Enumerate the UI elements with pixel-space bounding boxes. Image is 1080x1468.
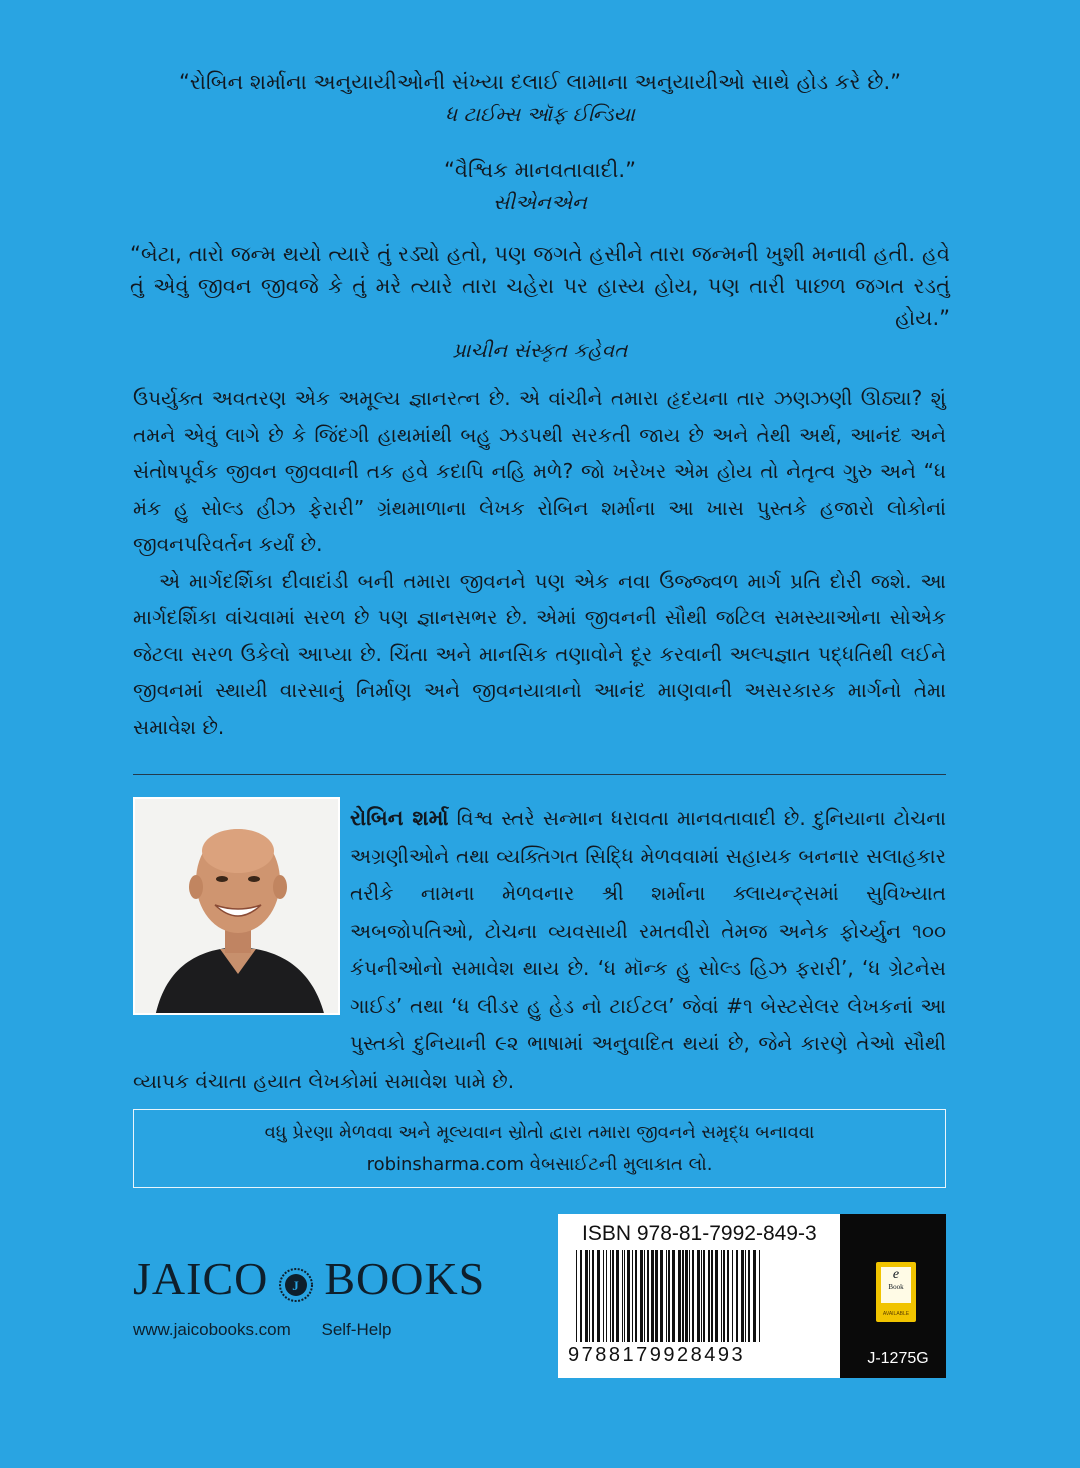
barcode-bar	[753, 1250, 756, 1342]
barcode-bar	[627, 1250, 630, 1342]
isbn-number: ISBN 978-81-7992-849-3	[582, 1222, 817, 1245]
barcode-bar	[685, 1250, 688, 1342]
quote-sanskrit-proverb	[0, 238, 1080, 366]
sun-seal-icon	[278, 1261, 314, 1297]
barcode-bar	[603, 1250, 604, 1342]
quote-attribution: પ્રાચીન સંસ્કૃત કહેવત	[452, 338, 628, 362]
barcode-bar	[651, 1250, 654, 1342]
book-description	[133, 380, 946, 745]
barcode-bar	[640, 1250, 643, 1342]
barcode-bar	[622, 1250, 623, 1342]
photo-spacer	[133, 800, 350, 1026]
barcode-bar	[711, 1250, 713, 1342]
ebook-available-badge	[876, 1262, 916, 1322]
barcode-bar	[759, 1250, 760, 1342]
author-bio	[133, 800, 946, 1100]
quote-cnn	[0, 154, 1080, 218]
book-category: Self-Help	[321, 1320, 392, 1339]
barcode-bar	[682, 1250, 684, 1342]
barcode-bar	[701, 1250, 702, 1342]
quote-attribution: ધ ટાઈમ્સ ઑફ ઈન્ડિયા	[445, 102, 635, 126]
publisher-logo	[133, 1252, 485, 1305]
barcode-bar	[741, 1250, 744, 1342]
barcode-bar	[703, 1250, 705, 1342]
quote-text: “વૈશ્વિક માનવતાવાદી.”	[444, 158, 636, 182]
promo-line-2: robinsharma.com વેબસાઈટની મુલાકાત લો.	[366, 1154, 713, 1175]
barcode-bar	[612, 1250, 614, 1342]
barcode-bar	[745, 1250, 746, 1342]
barcode-bar	[647, 1250, 649, 1342]
website-promo-box	[133, 1109, 946, 1188]
barcode-bar	[655, 1250, 658, 1342]
barcode-bar	[692, 1250, 694, 1342]
barcode-bar	[732, 1250, 733, 1342]
barcode-bar	[727, 1250, 729, 1342]
barcode-bar	[576, 1250, 577, 1342]
author-bio-text: વિશ્વ સ્તરે સન્માન ધરાવતા માનવતાવાદી છે. દુનિયાના ટોચના અગ્રણીઓને તથા વ્યક્તિગત સિદ્ધિ મેળવવામાં સહાયક બનનાર સલાહકાર તરીકે નામના મેળવનાર શ્રી શર્માના ક્લાયન્ટ્સમાં સુવિખ્યાત અબજોપતિઓ, ટોચના વ્યવસાયી રમતવીરો તેમજ અનેક ફોર્ચ્યુન ૧૦૦ કંપનીઓનો સમાવેશ થાય છે. ‘ધ મૉન્ક હુ સોલ્ડ હિઝ ફરારી’, ‘ધ ગ્રેટનેસ ગાઈડ’ તથા ‘ધ લીડર હુ હેડ નો ટાઈટલ’ જેવાં #૧ બેસ્ટસેલર લેખકનાં આ પુસ્તકો દુનિયાની ૯૨ ભાષામાં અનુવાદિત થયાં છે, જેને કારણે તેઓ સૌથી વ્યાપક વંચાતા હયાત લેખકોમાં સમાવેશ પામે છે.	[133, 806, 947, 1093]
author-name: રોબિન શર્મા	[350, 806, 449, 830]
barcode-bar	[610, 1250, 611, 1342]
barcode-bar	[668, 1250, 670, 1342]
product-code: J-1275G	[867, 1350, 929, 1367]
publisher-website[interactable]: www.jaicobooks.com	[133, 1320, 291, 1339]
publisher-name-right: BOOKS	[324, 1253, 486, 1304]
barcode-bar	[644, 1250, 645, 1342]
quote-times-of-india	[0, 66, 1080, 130]
description-paragraph-2: એ માર્ગદર્શિકા દીવાદાંડી બની તમારા જીવનને પણ એક નવા ઉજ્જ્વળ માર્ગ પ્રતિ દોરી જશે. આ માર્ગદર્શિકા વાંચવામાં સરળ છે પણ જ્ઞાનસભર છે. એમાં જીવનની સૌથી જટિલ સમસ્યાઓના સોએક જેટલા સરળ ઉકેલો આપ્યા છે. ચિંતા અને માનસિક તણાવોને દૂર કરવાની અલ્પજ્ઞાત પદ્ધતિથી લઈને જીવનમાં સ્થાયી વારસાનું નિર્માણ અને જીવનયાત્રાનો આનંદ માણવાની અસરકારક માર્ગનો તેમા સમાવેશ છે.	[133, 568, 946, 739]
barcode-bar	[748, 1250, 750, 1342]
barcode-bar	[585, 1250, 588, 1342]
barcode-bar	[723, 1250, 725, 1342]
ebook-available-label: AVAILABLE	[882, 1311, 910, 1317]
barcode-bar	[632, 1250, 633, 1342]
publisher-meta	[133, 1320, 391, 1340]
quote-attribution: સીએનએન	[493, 190, 587, 214]
ebook-word: Book	[888, 1283, 904, 1291]
barcode-bar	[660, 1250, 663, 1342]
barcode-digits: 9788179928493	[568, 1344, 746, 1366]
barcode-bar	[678, 1250, 681, 1342]
ebook-letter: e	[892, 1267, 900, 1282]
barcode-bar	[624, 1250, 625, 1342]
promo-line-1: વધુ પ્રેરણા મેળવવા અને મૂલ્યવાન સ્રોતો દ્વારા તમારા જીવનને સમૃદ્ધ બનાવવા	[264, 1122, 815, 1143]
section-divider	[133, 774, 946, 775]
publisher-name-left: JAICO	[133, 1253, 269, 1304]
barcode-bar	[616, 1250, 619, 1342]
barcode-bars	[570, 1250, 838, 1346]
quote-text: “બેટા, તારો જન્મ થયો ત્યારે તું રડ્યો હતો, પણ જગતે હસીને તારા જન્મની ખુશી મનાવી હતી. હવે તું એવું જીવન જીવજે કે તું મરે ત્યારે તારા ચહેરા પર હાસ્ય હોય, પણ તારી પાછળ જગત રડતું હોય.”	[130, 242, 950, 330]
quote-text: “રોબિન શર્માના અનુયાયીઓની સંખ્યા દલાઈ લામાના અનુયાયીઓ સાથે હોડ કરે છે.”	[178, 70, 901, 94]
barcode-bar	[672, 1250, 675, 1342]
barcode-bar	[580, 1250, 582, 1342]
isbn-barcode-panel	[558, 1214, 946, 1378]
barcode-bar	[597, 1250, 600, 1342]
barcode-bar	[721, 1250, 722, 1342]
barcode-bar	[635, 1250, 637, 1342]
barcode-bar	[715, 1250, 718, 1342]
barcode-bar	[589, 1250, 590, 1342]
barcode-bar	[708, 1250, 710, 1342]
barcode-bar	[666, 1250, 667, 1342]
barcode-bar	[592, 1250, 594, 1342]
barcode-bar	[697, 1250, 700, 1342]
barcode-bar	[689, 1250, 690, 1342]
barcode-bar	[606, 1250, 607, 1342]
seal-letter: J	[292, 1277, 301, 1293]
description-paragraph-1: ઉપર્યુક્ત અવતરણ એક અમૂલ્ય જ્ઞાનરત્ન છે. એ વાંચીને તમારા હૃદયના તાર ઝણઝણી ઊઠ્યા? શું તમને એવું લાગે છે કે જિંદગી હાથમાંથી બહુ ઝડપથી સરકતી જાય છે અને તેથી અર્થ, આનંદ અને સંતોષપૂર્વક જીવન જીવવાની તક હવે કદાપિ નહિ મળે? જો ખરેખર એમ હોય તો નેતૃત્વ ગુરુ અને “ધ મંક હુ સોલ્ડ હીઝ ફેરારી” ગ્રંથમાળાના લેખક રોબિન શર્માના આ ખાસ પુસ્તકે હજારો લોકોનાં જીવનપરિવર્તન કર્યાં છે.	[133, 386, 946, 556]
barcode-bar	[736, 1250, 738, 1342]
